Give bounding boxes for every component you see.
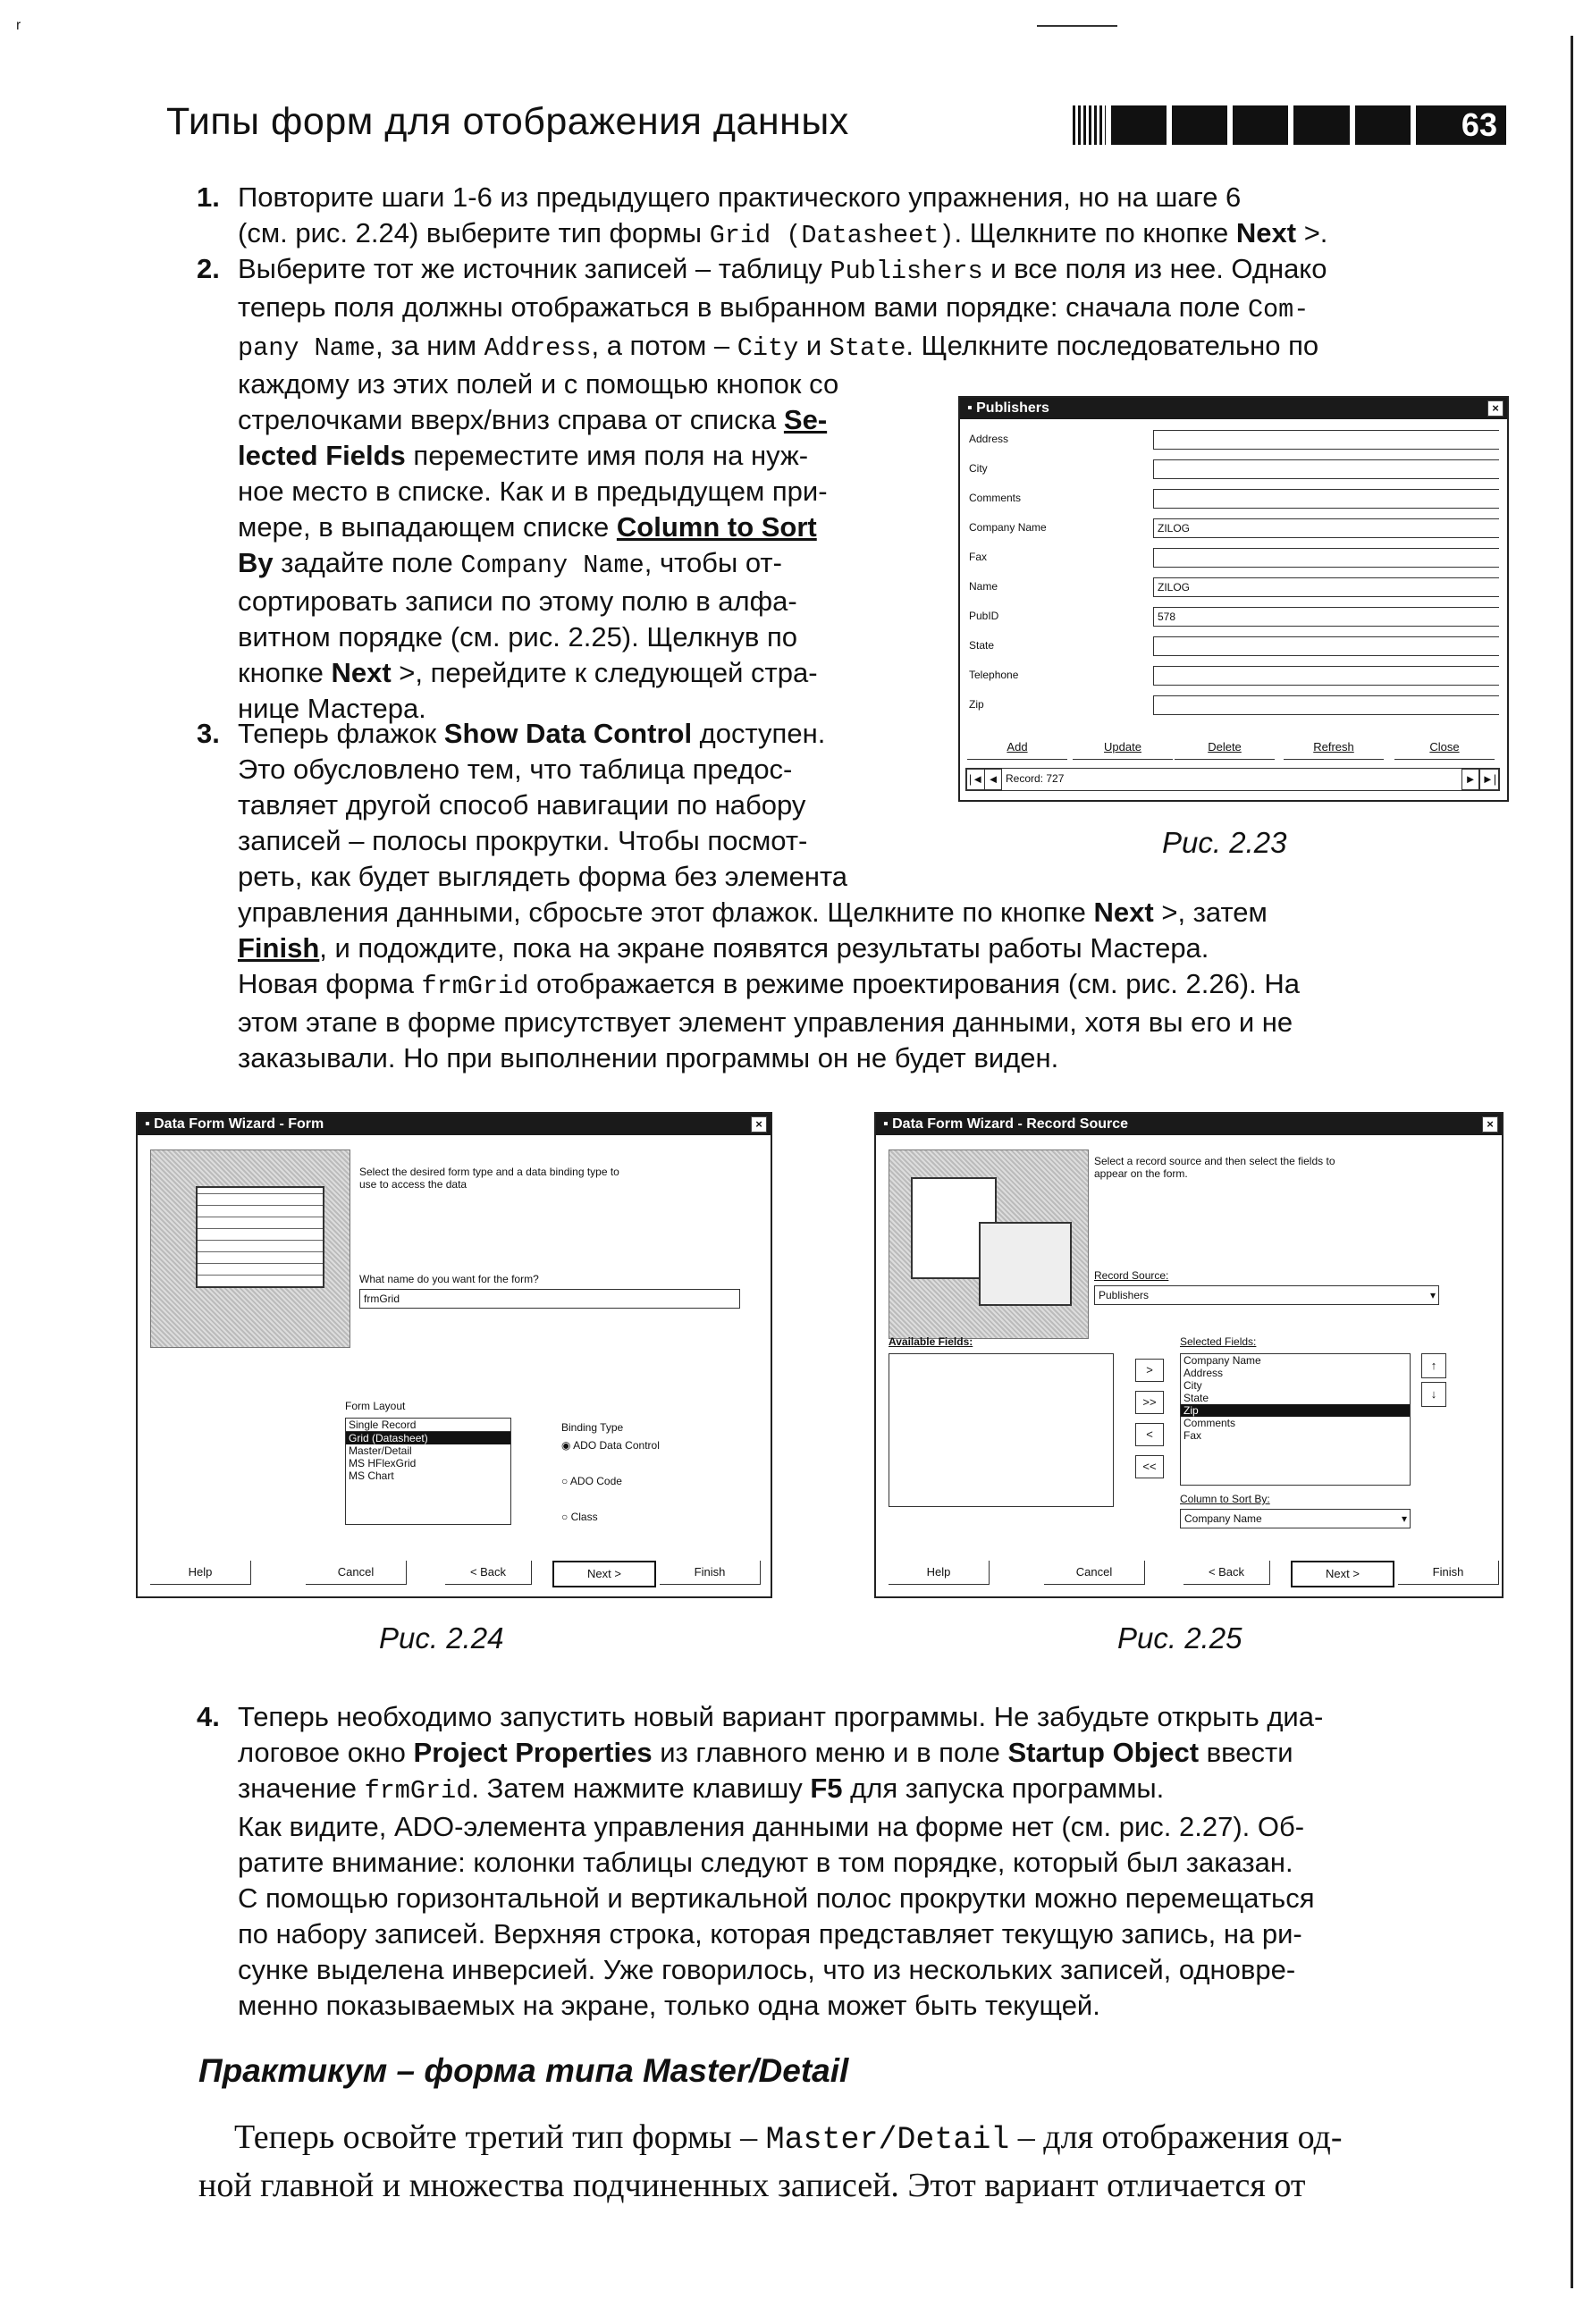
field-label: Name [969, 580, 998, 593]
selected-fields-label: Selected Fields: [1180, 1335, 1257, 1348]
binding-type-label: Binding Type [561, 1421, 624, 1434]
text-line: кнопке Next >, перейдите к следующей стра- [238, 657, 818, 688]
cancel-button[interactable]: Cancel [306, 1561, 407, 1585]
list-item[interactable]: Company Name [1183, 1354, 1261, 1367]
move-button[interactable]: >> [1135, 1391, 1164, 1414]
text-line: ратите внимание: колонки таблицы следуют в том порядке, который был заказан. [238, 1847, 1293, 1878]
field-label: State [969, 639, 995, 652]
window-icon: ▪ [883, 1116, 893, 1132]
field-label: PubID [969, 610, 999, 622]
next-button[interactable]: Next > [552, 1561, 656, 1587]
section-paragraph [198, 2115, 1520, 2208]
header-bar [1073, 105, 1504, 145]
radio-option[interactable] [561, 1439, 660, 1452]
list-item[interactable]: Single Record [346, 1419, 510, 1432]
next-button[interactable]: Next > [1291, 1561, 1394, 1587]
close-icon[interactable]: × [1487, 400, 1504, 417]
text-line: Теперь освойте третий тип формы – Master/Detail – для отображения од- [234, 2118, 1343, 2158]
list-item[interactable]: Grid (Datasheet) [346, 1432, 510, 1444]
list-item[interactable]: Fax [1183, 1429, 1202, 1442]
selected-fields-list[interactable] [1180, 1353, 1411, 1486]
figure-caption: Рис. 2.24 [379, 1621, 504, 1655]
back-button[interactable]: < Back [1183, 1561, 1270, 1585]
radio-option[interactable] [561, 1475, 622, 1487]
form-picture [979, 1222, 1072, 1306]
radio-label: ADO Data Control [573, 1439, 660, 1452]
text-line: By задайте поле Company Name, чтобы от- [238, 547, 782, 580]
wizard-description: Select the desired form type and a data binding type to use to access the data [359, 1166, 619, 1191]
text-line: по набору записей. Верхняя строка, которая представляет текущую запись, на ри- [238, 1918, 1302, 1949]
form-name-label: What name do you want for the form? [359, 1273, 539, 1285]
field-label: Address [969, 433, 1009, 445]
field-input[interactable] [1153, 636, 1499, 656]
top-rule [1037, 25, 1117, 27]
available-fields-list[interactable] [889, 1353, 1114, 1507]
window-icon: ▪ [145, 1116, 155, 1132]
record-source-label: Record Source: [1094, 1269, 1169, 1282]
sort-column-select[interactable]: Company Name ▾ [1180, 1509, 1411, 1528]
field-input[interactable] [1153, 666, 1499, 686]
close-button[interactable]: Close [1394, 736, 1495, 760]
move-button[interactable]: < [1135, 1423, 1164, 1446]
grid-picture [196, 1186, 324, 1288]
section-heading: Практикум – форма типа Master/Detail [198, 2052, 849, 2089]
field-input[interactable]: ZILOG [1153, 518, 1499, 538]
list-item[interactable]: MS Chart [349, 1469, 394, 1482]
text-line: ной главной и множества подчиненных записей. Этот вариант отличается от [198, 2167, 1306, 2204]
text-line: менно показываемых на экране, только одна может быть текущей. [238, 1990, 1100, 2021]
list-item[interactable]: Master/Detail [349, 1444, 412, 1457]
sort-column-label: Column to Sort By: [1180, 1493, 1270, 1505]
text-line: (см. рис. 2.24) выберите тип формы Grid (Datasheet). Щелкните по кнопке Next >. [238, 217, 1328, 250]
window-title: Data Form Wizard - Record Source [892, 1116, 1129, 1132]
record-navigator [965, 768, 1500, 791]
update-button[interactable]: Update [1073, 736, 1173, 760]
text-line: записей – полосы прокрутки. Чтобы посмот- [238, 825, 808, 856]
text-line: Как видите, ADO-элемента управления данными на форме нет (см. рис. 2.27). Об- [238, 1811, 1305, 1842]
move-down-icon[interactable]: ↓ [1421, 1382, 1446, 1407]
field-label: Comments [969, 492, 1022, 504]
list-item[interactable]: Address [1183, 1367, 1224, 1379]
list-item[interactable]: City [1183, 1379, 1202, 1392]
close-icon[interactable]: × [751, 1116, 767, 1133]
right-rule [1571, 36, 1573, 2288]
move-button[interactable]: > [1135, 1359, 1164, 1382]
text-line: значение frmGrid. Затем нажмите клавишу F5 для запуска программы. [238, 1772, 1165, 1806]
step-number: 4. [197, 1701, 220, 1732]
wizard-form-window [136, 1112, 772, 1598]
field-input[interactable]: 578 [1153, 607, 1499, 627]
record-source-select[interactable]: Publishers ▾ [1094, 1285, 1439, 1305]
text-line: мере, в выпадающем списке Column to Sort [238, 511, 817, 543]
text-line: управления данными, сбросьте этот флажок. Щелкните по кнопке Next >, затем [238, 897, 1268, 928]
move-button[interactable]: << [1135, 1455, 1164, 1478]
cancel-button[interactable]: Cancel [1044, 1561, 1145, 1585]
window-title: Publishers [976, 400, 1049, 416]
radio-icon: ○ [561, 1511, 571, 1523]
refresh-button[interactable]: Refresh [1284, 736, 1384, 760]
list-item[interactable]: Comments [1183, 1417, 1236, 1429]
field-label: Zip [969, 698, 984, 711]
field-label: Company Name [969, 521, 1047, 534]
text-line: логовое окно Project Properties из главного меню и в поле Startup Object ввести [238, 1737, 1293, 1768]
finish-button[interactable]: Finish [660, 1561, 761, 1585]
help-button[interactable]: Help [889, 1561, 990, 1585]
available-fields-label: Available Fields: [889, 1335, 973, 1348]
chevron-down-icon: ▾ [1429, 1289, 1436, 1301]
text-line: Теперь флажок Show Data Control доступен. [238, 718, 826, 749]
wizard-record-source-window [874, 1112, 1504, 1598]
text-line: С помощью горизонтальной и вертикальной полос прокрутки можно перемещаться [238, 1882, 1315, 1914]
page-number: 63 [1453, 105, 1506, 145]
text-line: Новая форма frmGrid отображается в режиме проектирования (см. рис. 2.26). На [238, 968, 1300, 1001]
text-line: витном порядке (см. рис. 2.25). Щелкнув по [238, 621, 798, 653]
radio-checked-icon: ◉ [561, 1439, 574, 1452]
field-input[interactable]: ZILOG [1153, 577, 1499, 597]
field-label: Fax [969, 551, 988, 563]
field-input[interactable] [1153, 459, 1499, 479]
wizard-illustration [150, 1149, 350, 1348]
corner-mark: ʳ [16, 16, 21, 38]
figure-caption: Рис. 2.25 [1117, 1621, 1242, 1655]
title-bar [960, 398, 1507, 419]
field-input[interactable] [1153, 430, 1499, 450]
wizard-illustration [889, 1149, 1089, 1339]
text-line: lected Fields переместите имя поля на нуж- [238, 440, 809, 471]
back-button[interactable]: < Back [445, 1561, 532, 1585]
title-bar [138, 1114, 771, 1135]
title-bar [876, 1114, 1502, 1135]
field-label: Telephone [969, 669, 1019, 681]
list-item[interactable]: State [1183, 1392, 1209, 1404]
step-1 [197, 180, 1520, 254]
field-input[interactable] [1153, 695, 1499, 715]
text-line: Повторите шаги 1-6 из предыдущего практического упражнения, но на шаге 6 [238, 181, 1242, 213]
window-title: Data Form Wizard - Form [154, 1116, 324, 1132]
window-icon: ▪ [967, 400, 977, 416]
text-line: заказывали. Но при выполнении программы он не будет виден. [238, 1042, 1059, 1074]
text-line: сортировать записи по этому полю в алфа- [238, 585, 797, 617]
page-title: Типы форм для отображения данных [166, 100, 849, 143]
text-line: Теперь необходимо запустить новый вариант программы. Не забудьте открыть диа- [238, 1701, 1324, 1732]
text-line: нице Мастера. [238, 693, 426, 724]
radio-label: ADO Code [569, 1475, 622, 1487]
radio-option[interactable] [561, 1511, 598, 1523]
next-record-button[interactable]: ► [1461, 769, 1479, 790]
step-4 [197, 1699, 1520, 2024]
radio-icon: ○ [561, 1475, 570, 1487]
add-button[interactable]: Add [967, 736, 1067, 760]
step-number: 2. [197, 253, 220, 284]
delete-button[interactable]: Delete [1175, 736, 1275, 760]
finish-button[interactable]: Finish [1398, 1561, 1499, 1585]
last-record-button[interactable]: ►| [1479, 769, 1499, 790]
text-line: Это обусловлено тем, что таблица предос- [238, 754, 793, 785]
form-name-input[interactable]: frmGrid [359, 1289, 740, 1309]
text-line: pany Name, за ним Address, а потом – City и State. Щелкните последовательно по [238, 330, 1319, 363]
help-button[interactable]: Help [150, 1561, 251, 1585]
text-line: Finish, и подождите, пока на экране появятся результаты работы Мастера. [238, 932, 1209, 964]
text-line: теперь поля должны отображаться в выбранном вами порядке: сначала поле Com- [238, 291, 1310, 324]
record-label: Record: 727 [1006, 772, 1065, 785]
form-layout-list[interactable] [345, 1418, 511, 1525]
text-line: каждому из этих полей и с помощью кнопок со [238, 368, 839, 400]
list-item[interactable]: MS HFlexGrid [349, 1457, 417, 1469]
text-line: реть, как будет выглядеть форма без элемента [238, 861, 848, 892]
wizard-description: Select a record source and then select the fields to appear on the form. [1094, 1155, 1335, 1180]
text-line: Выберите тот же источник записей – таблицу Publishers и все поля из нее. Однако [238, 253, 1327, 286]
radio-label: Class [570, 1511, 598, 1523]
step-number: 1. [197, 181, 220, 213]
close-icon[interactable]: × [1482, 1116, 1498, 1133]
text-line: ное место в списке. Как и в предыдущем при- [238, 476, 828, 507]
text-line: тавляет другой способ навигации по набору [238, 789, 806, 821]
prev-record-button[interactable]: ◄ [984, 769, 1002, 790]
chevron-down-icon: ▾ [1401, 1512, 1407, 1525]
field-input[interactable] [1153, 548, 1499, 568]
list-item[interactable]: Zip [1181, 1404, 1410, 1417]
step-number: 3. [197, 718, 220, 749]
text-line: этом этапе в форме присутствует элемент управления данными, хотя вы его и не [238, 1006, 1293, 1038]
publishers-window [958, 396, 1509, 802]
field-input[interactable] [1153, 489, 1499, 509]
field-label: City [969, 462, 988, 475]
text-line: сунке выделена инверсией. Уже говорилось, что из нескольких записей, одновре- [238, 1954, 1296, 1985]
move-up-icon[interactable]: ↑ [1421, 1353, 1446, 1378]
first-record-button[interactable]: |◄ [966, 769, 986, 790]
figure-caption: Рис. 2.23 [1162, 826, 1287, 859]
text-line: стрелочками вверх/вниз справа от списка Se- [238, 404, 828, 435]
form-layout-label: Form Layout [345, 1400, 406, 1412]
